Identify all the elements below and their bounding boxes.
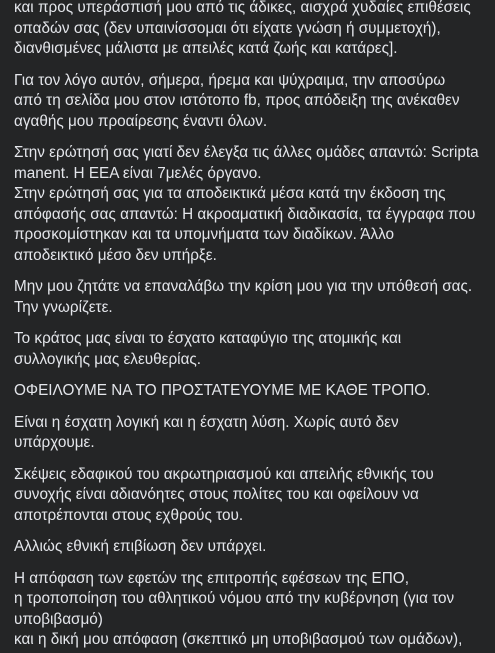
post-text-line: υποβιβασμό): [14, 610, 103, 628]
post-text-line: η τροποποίηση του αθλητικού νόμου από την κυβέρνηση (για τον: [14, 590, 455, 607]
post-text-line: Στην ερώτησή σας για τα αποδεικτικά μέσα κατά την έκδοση της: [14, 185, 446, 202]
post-text-line: Την γνωρίζετε.: [14, 298, 113, 316]
post-text-line: απόφασής σας απαντώ: Η ακροαματική διαδικασία, τα έγγραφα που: [14, 205, 476, 223]
post-text-line: αποτρέπονται στους εχθρούς του.: [14, 506, 244, 524]
post-paragraph: [14, 569, 485, 651]
post-text-line: Σκέψεις εδαφικού του ακρωτηριασμού και απειλής εθνικής του: [14, 465, 434, 483]
post-paragraph: [14, 277, 485, 318]
post-paragraph: [14, 413, 485, 454]
post-text-line: συλλογικής μας ελευθερίας.: [14, 350, 202, 368]
post-paragraph: [14, 465, 485, 527]
post-text-line: συνοχής είναι αδιανόητες στους πολίτες του και οφείλουν να: [14, 486, 419, 503]
post-text-line: αποδεικτικό μέσο δεν υπήρξε.: [14, 246, 217, 264]
post-text-line: διανθισμένες μάλιστα με απειλές κατά ζωής και κατάρες].: [14, 40, 398, 57]
post-text-line: Για τον λόγο αυτόν, σήμερα, ήρεμα και ψύχραιμα, την αποσύρω: [14, 71, 446, 89]
post-text-line: ΟΦΕΙΛΟΥΜΕ ΝΑ ΤΟ ΠΡΟΣΤΑΤΕΥΟΥΜΕ ΜΕ ΚΑΘΕ ΤΡΟΠΟ.: [14, 382, 431, 399]
post-text-line: οπαδών σας (δεν υπαινίσσομαι ότι είχατε γνώση ή συμμετοχή),: [14, 19, 441, 37]
post-paragraph: [14, 0, 485, 60]
post-text-line: Μην μου ζητάτε να επαναλάβω την κρίση μου για την υπόθεσή σας.: [14, 278, 473, 295]
post-text-line: από τη σελίδα μου στον ιστότοπο fb, προς απόδειξη της ανέκαθεν: [14, 92, 460, 109]
post-paragraph: [14, 381, 485, 402]
post-paragraph: [14, 537, 485, 558]
post-text-line: Στην ερώτησή σας γιατί δεν έλεγξα τις άλλες ομάδες απαντώ: Scripta: [14, 144, 479, 161]
post-text-line: και η δική μου απόφαση (σκεπτικό μη υποβιβασμού των ομάδων),: [14, 631, 463, 648]
post-text-line: Αλλιώς εθνική επιβίωση δεν υπάρχει.: [14, 538, 267, 555]
post-text-line: προσκομίστηκαν και τα υπομνήματα των διαδίκων. Άλλο: [14, 226, 395, 243]
post-text-line: και προς υπεράσπισή μου από τις άδικες, αισχρά χυδαίες επιθέσεις: [14, 0, 471, 16]
post-text-line: υπάρχουμε.: [14, 434, 95, 451]
post-text-line: Είναι η έσχατη λογική και η έσχατη λύση. Χωρίς αυτό δεν: [14, 413, 399, 431]
post-text-line: Το κράτος μας είναι το έσχατο καταφύγιο της ατομικής και: [14, 330, 402, 347]
post-paragraph: [14, 71, 485, 133]
post-paragraph: [14, 143, 485, 266]
post-text-line: manent. Η ΕΕΑ είναι 7μελές όργανο.: [14, 164, 262, 182]
post-text-line: αγαθής μου προαίρεσης έναντι όλων.: [14, 112, 268, 130]
post-text-line: Η απόφαση των εφετών της επιτροπής εφέσεων της ΕΠΟ,: [14, 569, 409, 587]
post-paragraph: [14, 329, 485, 370]
